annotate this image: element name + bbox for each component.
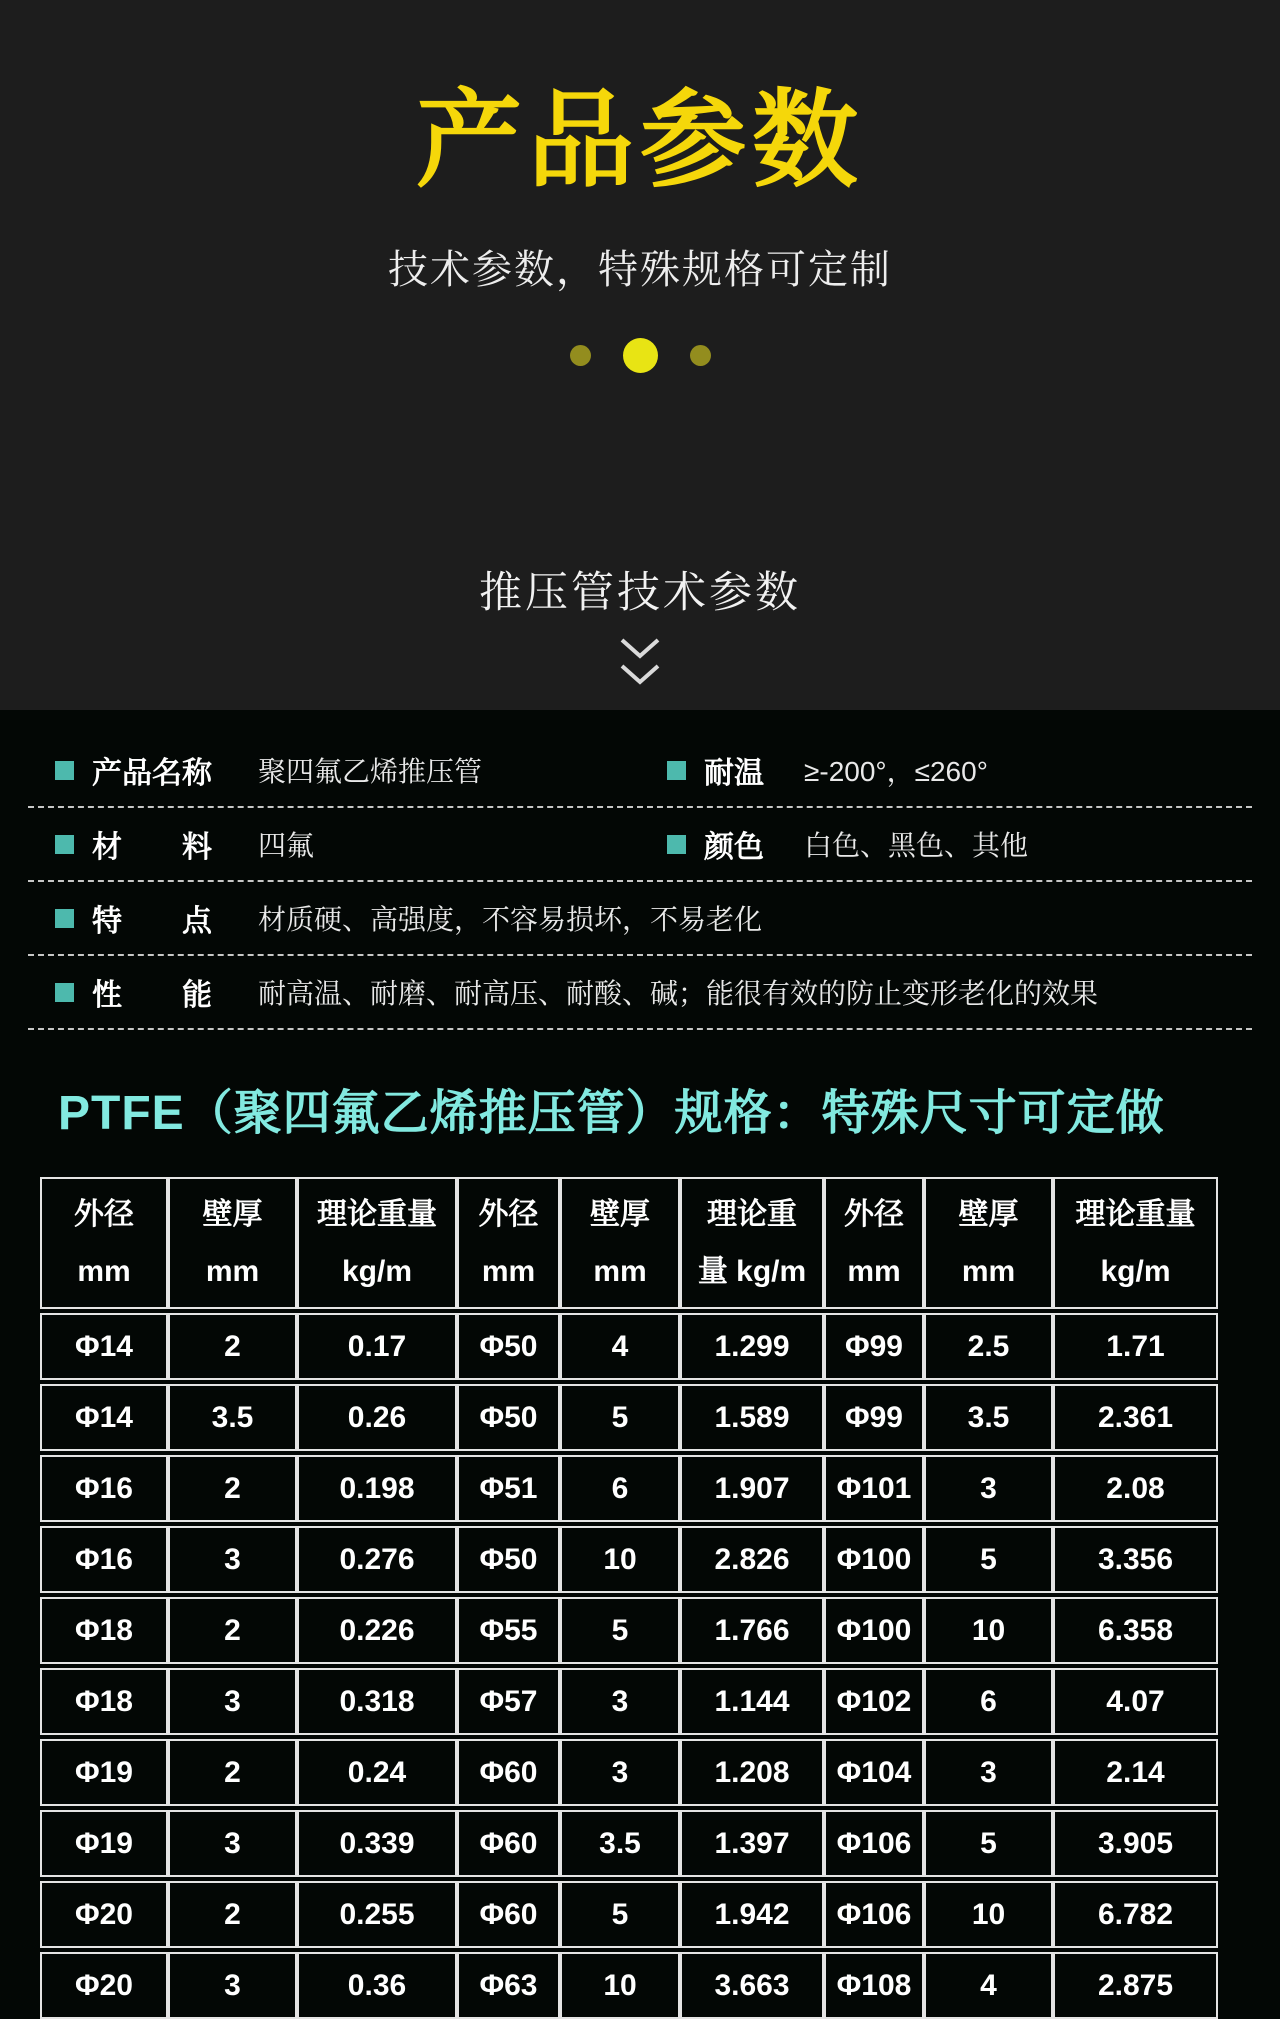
table-cell: Φ18: [40, 1597, 168, 1664]
bullet-square-icon: [55, 983, 74, 1002]
spec-table-body: [40, 1313, 1218, 2019]
table-cell: 10: [560, 1526, 680, 1593]
dot-icon: [690, 345, 711, 366]
table-cell: 2: [168, 1597, 297, 1664]
table-cell: 0.26: [297, 1384, 457, 1451]
table-header-cell: 外径 mm: [40, 1177, 168, 1309]
table-cell: 1.144: [680, 1668, 824, 1735]
table-cell: 2.08: [1053, 1455, 1218, 1522]
table-cell: 4: [924, 1952, 1053, 2019]
table-cell: 1.589: [680, 1384, 824, 1451]
table-cell: 0.255: [297, 1881, 457, 1948]
table-cell: 0.36: [297, 1952, 457, 2019]
table-cell: Φ16: [40, 1526, 168, 1593]
table-cell: 1.942: [680, 1881, 824, 1948]
info-label: 产品名称: [92, 757, 212, 790]
table-cell: 5: [560, 1384, 680, 1451]
table-cell: 10: [560, 1952, 680, 2019]
table-cell: 2.14: [1053, 1739, 1218, 1806]
table-cell: Φ50: [457, 1526, 560, 1593]
table-cell: 0.318: [297, 1668, 457, 1735]
table-cell: 3.905: [1053, 1810, 1218, 1877]
info-value: ≥-200°，≤260°: [804, 756, 988, 787]
table-cell: Φ99: [824, 1313, 924, 1380]
table-cell: 3: [168, 1952, 297, 2019]
table-cell: 1.907: [680, 1455, 824, 1522]
table-cell: 0.198: [297, 1455, 457, 1522]
table-cell: 6.782: [1053, 1881, 1218, 1948]
table-cell: Φ50: [457, 1313, 560, 1380]
table-header-cell: 壁厚 mm: [560, 1177, 680, 1309]
table-header-cell: 壁厚 mm: [924, 1177, 1053, 1309]
table-cell: 2.875: [1053, 1952, 1218, 2019]
info-row: [28, 956, 1252, 1030]
table-cell: Φ108: [824, 1952, 924, 2019]
info-label: 材 料: [92, 831, 212, 864]
table-cell: 2: [168, 1739, 297, 1806]
table-cell: 0.226: [297, 1597, 457, 1664]
bullet-square-icon: [55, 909, 74, 928]
table-cell: 3: [560, 1739, 680, 1806]
table-cell: 3.5: [168, 1384, 297, 1451]
table-cell: 3: [168, 1526, 297, 1593]
table-header-cell: 壁厚 mm: [168, 1177, 297, 1309]
table-cell: 4.07: [1053, 1668, 1218, 1735]
table-cell: Φ60: [457, 1881, 560, 1948]
page-title: 产品参数: [416, 82, 864, 200]
info-value: 白色、黑色、其他: [804, 830, 1029, 861]
table-header-cell: 外径 mm: [457, 1177, 560, 1309]
table-cell: 0.17: [297, 1313, 457, 1380]
table-cell: 2: [168, 1455, 297, 1522]
product-info-section: [0, 710, 1280, 1030]
table-cell: Φ57: [457, 1668, 560, 1735]
bullet-square-icon: [667, 835, 686, 854]
table-header-cell: 理论重量 kg/m: [297, 1177, 457, 1309]
table-cell: Φ20: [40, 1881, 168, 1948]
table-cell: Φ55: [457, 1597, 560, 1664]
info-row: [28, 882, 1252, 956]
section-title: 推压管技术参数: [479, 569, 801, 617]
table-cell: 3.5: [560, 1810, 680, 1877]
info-label: 耐温: [704, 757, 764, 790]
info-value: 耐高温、耐磨、耐高压、耐酸、碱；能很有效的防止变形老化的效果: [258, 978, 1099, 1009]
table-cell: 0.24: [297, 1739, 457, 1806]
table-cell: 2: [168, 1881, 297, 1948]
table-cell: 6: [560, 1455, 680, 1522]
table-cell: Φ51: [457, 1455, 560, 1522]
info-label: 性 能: [92, 979, 212, 1012]
table-cell: 1.208: [680, 1739, 824, 1806]
table-cell: Φ63: [457, 1952, 560, 2019]
table-cell: Φ19: [40, 1810, 168, 1877]
table-cell: Φ19: [40, 1739, 168, 1806]
table-cell: 3: [168, 1668, 297, 1735]
info-value: 四氟: [258, 830, 315, 861]
info-label: 颜色: [704, 831, 764, 864]
dot-icon: [570, 345, 591, 366]
banner: [0, 0, 1280, 710]
table-cell: 5: [560, 1597, 680, 1664]
table-cell: 3: [924, 1455, 1053, 1522]
table-cell: 5: [924, 1526, 1053, 1593]
table-cell: 5: [560, 1881, 680, 1948]
bullet-square-icon: [667, 761, 686, 780]
info-label: 特 点: [92, 905, 212, 938]
table-cell: 10: [924, 1881, 1053, 1948]
table-cell: Φ18: [40, 1668, 168, 1735]
table-cell: Φ101: [824, 1455, 924, 1522]
info-row: [28, 734, 1252, 808]
table-cell: Φ100: [824, 1597, 924, 1664]
page-subtitle: 技术参数，特殊规格可定制: [388, 248, 892, 292]
table-header-cell: 理论重 量 kg/m: [680, 1177, 824, 1309]
table-cell: 2.826: [680, 1526, 824, 1593]
table-cell: 10: [924, 1597, 1053, 1664]
table-cell: Φ99: [824, 1384, 924, 1451]
table-cell: Φ106: [824, 1810, 924, 1877]
table-cell: 2.361: [1053, 1384, 1218, 1451]
bullet-square-icon: [55, 835, 74, 854]
double-chevron-down-icon: [0, 634, 1280, 695]
table-cell: 0.276: [297, 1526, 457, 1593]
table-cell: 3.5: [924, 1384, 1053, 1451]
table-cell: 3: [560, 1668, 680, 1735]
bullet-square-icon: [55, 761, 74, 780]
table-cell: Φ20: [40, 1952, 168, 2019]
dots-indicator: [0, 337, 1280, 373]
table-cell: 2.5: [924, 1313, 1053, 1380]
spec-table-header: [40, 1177, 1218, 1309]
table-cell: 1.71: [1053, 1313, 1218, 1380]
table-cell: 4: [560, 1313, 680, 1380]
table-header-cell: 理论重量 kg/m: [1053, 1177, 1218, 1309]
table-cell: Φ14: [40, 1313, 168, 1380]
table-header-cell: 外径 mm: [824, 1177, 924, 1309]
info-row: [28, 808, 1252, 882]
table-cell: Φ14: [40, 1384, 168, 1451]
table-cell: 1.766: [680, 1597, 824, 1664]
table-cell: 3: [168, 1810, 297, 1877]
table-cell: Φ60: [457, 1739, 560, 1806]
table-cell: 5: [924, 1810, 1053, 1877]
info-value: 聚四氟乙烯推压管: [258, 756, 483, 787]
table-cell: Φ16: [40, 1455, 168, 1522]
table-cell: Φ50: [457, 1384, 560, 1451]
table-cell: Φ106: [824, 1881, 924, 1948]
dot-icon: [623, 338, 658, 373]
table-cell: 1.397: [680, 1810, 824, 1877]
table-cell: 6.358: [1053, 1597, 1218, 1664]
table-cell: Φ102: [824, 1668, 924, 1735]
spec-title: PTFE（聚四氟乙烯推压管）规格：特殊尺寸可定做: [58, 1087, 1165, 1140]
table-cell: 2: [168, 1313, 297, 1380]
table-cell: 3.663: [680, 1952, 824, 2019]
table-cell: 0.339: [297, 1810, 457, 1877]
table-cell: Φ100: [824, 1526, 924, 1593]
spec-table: [40, 1177, 1218, 2019]
info-value: 材质硬、高强度，不容易损坏，不易老化: [258, 904, 763, 935]
table-cell: 3.356: [1053, 1526, 1218, 1593]
table-cell: Φ104: [824, 1739, 924, 1806]
table-cell: 1.299: [680, 1313, 824, 1380]
table-cell: 3: [924, 1739, 1053, 1806]
table-cell: 6: [924, 1668, 1053, 1735]
table-cell: Φ60: [457, 1810, 560, 1877]
